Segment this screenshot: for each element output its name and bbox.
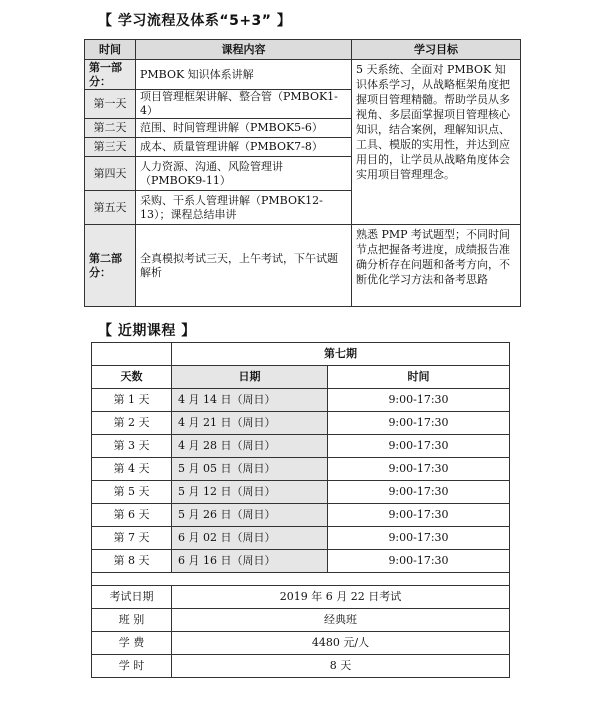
time-cell: 9:00-17:30 <box>328 481 510 504</box>
info-label: 考试日期 <box>92 586 172 609</box>
time-cell: 9:00-17:30 <box>328 550 510 573</box>
learning-process-table <box>84 39 521 307</box>
table-row <box>92 481 510 504</box>
recent-courses-table <box>91 342 510 678</box>
day-label: 第四天 <box>85 157 136 191</box>
part2-label: 第二部分： <box>85 225 136 307</box>
part2-goal: 熟悉 PMP 考试题型；不同时间节点把握备考进度，成绩报告准确分析存在问题和备考方向，不断优化学习方法和备考思路 <box>352 225 521 307</box>
section-title-learning-process: 【 学习流程及体系“5+3” 】 <box>98 13 292 29</box>
info-value: 2019 年 6 月 22 日考试 <box>172 586 510 609</box>
table-row <box>92 550 510 573</box>
table-header-row <box>85 40 521 60</box>
section-title-recent-courses: 【 近期课程 】 <box>98 323 196 339</box>
time-cell: 9:00-17:30 <box>328 389 510 412</box>
info-value: 4480 元/人 <box>172 632 510 655</box>
time-cell: 9:00-17:30 <box>328 527 510 550</box>
day-content: 采购、干系人管理讲解（PMBOK12-13）；课程总结串讲 <box>136 191 352 225</box>
day-content: 范围、时间管理讲解（PMBOK5-6） <box>136 119 352 138</box>
part1-label: 第一部分： <box>85 60 136 90</box>
date-cell: 4 月 28 日（周日） <box>172 435 328 458</box>
table-row <box>92 504 510 527</box>
info-value: 经典班 <box>172 609 510 632</box>
table-row <box>85 60 521 90</box>
time-cell: 9:00-17:30 <box>328 458 510 481</box>
time-cell: 9:00-17:30 <box>328 504 510 527</box>
table-row <box>85 225 521 307</box>
day-cell: 第 2 天 <box>92 412 172 435</box>
date-cell: 5 月 05 日（周日） <box>172 458 328 481</box>
table-row <box>92 458 510 481</box>
header-time: 时间 <box>328 366 510 389</box>
spacer-row <box>92 573 510 586</box>
day-cell: 第 8 天 <box>92 550 172 573</box>
info-row <box>92 655 510 678</box>
table-header-row <box>92 366 510 389</box>
day-content: 成本、质量管理讲解（PMBOK7-8） <box>136 138 352 157</box>
day-label: 第五天 <box>85 191 136 225</box>
period-row <box>92 343 510 366</box>
info-label: 学 费 <box>92 632 172 655</box>
part2-content: 全真模拟考试三天，上午考试，下午试题解析 <box>136 225 352 307</box>
info-row <box>92 632 510 655</box>
spacer-cell <box>92 573 510 586</box>
table-row <box>92 389 510 412</box>
day-label: 第三天 <box>85 138 136 157</box>
table-row <box>92 412 510 435</box>
date-cell: 5 月 26 日（周日） <box>172 504 328 527</box>
header-date: 日期 <box>172 366 328 389</box>
info-row <box>92 609 510 632</box>
period-blank <box>92 343 172 366</box>
info-row <box>92 586 510 609</box>
header-content: 课程内容 <box>136 40 352 60</box>
date-cell: 4 月 14 日（周日） <box>172 389 328 412</box>
time-cell: 9:00-17:30 <box>328 412 510 435</box>
header-days: 天数 <box>92 366 172 389</box>
time-cell: 9:00-17:30 <box>328 435 510 458</box>
info-label: 班 别 <box>92 609 172 632</box>
day-cell: 第 6 天 <box>92 504 172 527</box>
day-cell: 第 7 天 <box>92 527 172 550</box>
header-goal: 学习目标 <box>352 40 521 60</box>
date-cell: 5 月 12 日（周日） <box>172 481 328 504</box>
day-content: 人力资源、沟通、风险管理讲（PMBOK9-11） <box>136 157 352 191</box>
day-cell: 第 1 天 <box>92 389 172 412</box>
info-value: 8 天 <box>172 655 510 678</box>
date-cell: 6 月 02 日（周日） <box>172 527 328 550</box>
day-cell: 第 3 天 <box>92 435 172 458</box>
info-label: 学 时 <box>92 655 172 678</box>
part1-content: PMBOK 知识体系讲解 <box>136 60 352 90</box>
date-cell: 4 月 21 日（周日） <box>172 412 328 435</box>
part1-goal: 5 天系统、全面对 PMBOK 知识体系学习，从战略框架角度把握项目管理精髓。帮助学员从多视角、多层面掌握项目管理核心知识，结合案例，理解知识点、工具、模版的实用性，并达到应用目的，让学员从战略角度体会实用项目管理理念。 <box>352 60 521 225</box>
day-label: 第一天 <box>85 90 136 119</box>
day-label: 第二天 <box>85 119 136 138</box>
day-content: 项目管理框架讲解、整合管（PMBOK1-4） <box>136 90 352 119</box>
period-label: 第七期 <box>172 343 510 366</box>
date-cell: 6 月 16 日（周日） <box>172 550 328 573</box>
header-time: 时间 <box>85 40 136 60</box>
table-row <box>92 435 510 458</box>
day-cell: 第 5 天 <box>92 481 172 504</box>
table-row <box>92 527 510 550</box>
day-cell: 第 4 天 <box>92 458 172 481</box>
